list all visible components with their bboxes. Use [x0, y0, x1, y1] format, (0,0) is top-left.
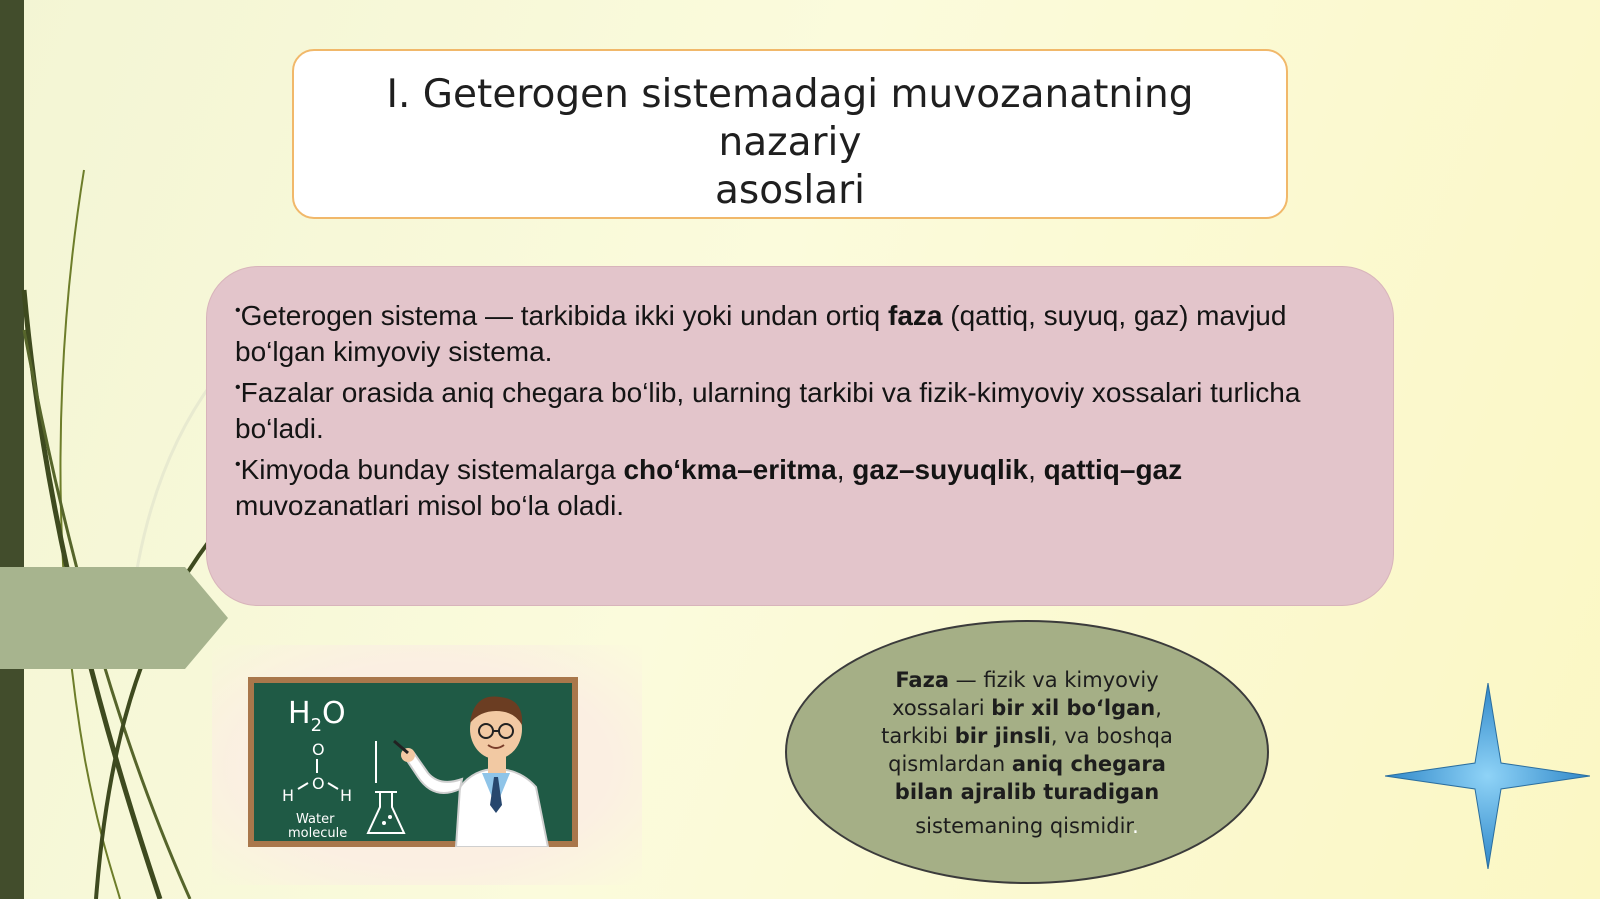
star-icon [1385, 683, 1590, 869]
chalkboard [248, 677, 578, 847]
caption-water: Water [296, 812, 335, 827]
bullet-item: •Geterogen sistema — tarkibida ikki yoki undan ortiq faza (qattiq, suyuq, gaz) mavjud bo‘lgan kimyoviy sistema. [235, 300, 1287, 367]
arrow-tab-shape [0, 567, 230, 669]
bullet-item: •Kimyoda bunday sistemalarga cho‘kma–eritma, gaz–suyuqlik, qattiq–gaz muvozanatlari misol bo‘la oladi. [235, 454, 1183, 521]
teacher-illustration [212, 645, 642, 885]
bullet-item: •Fazalar orasida aniq chegara bo‘lib, ularning tarkibi va fizik-kimyoviy xossalari turlicha bo‘ladi. [235, 377, 1301, 444]
phase-line: Faza — fizik va kimyoviy [895, 668, 1159, 692]
atom-h-right: H [340, 786, 353, 805]
phase-line: tarkibi bir jinsli, va boshqa [881, 724, 1173, 748]
atom-h-left: H [282, 786, 295, 805]
phase-line: bilan ajralib turadigan [894, 780, 1160, 804]
title-line-1: I. Geterogen sistemadagi muvozanatning nazariy [386, 72, 1194, 165]
atom-o: O [312, 740, 325, 759]
caption-molecule: molecule [288, 826, 348, 841]
atom-o-center: O [312, 774, 325, 793]
phase-line: xossalari bir xil bo‘lgan, [892, 696, 1162, 720]
formula-text: $H_2O$ [288, 696, 346, 736]
title-line-2: asoslari [714, 168, 865, 213]
phase-line: sistemaning qismidir. [915, 814, 1139, 838]
slide-title [292, 49, 1288, 219]
phase-definition-oval [785, 620, 1269, 884]
phase-line: qismlardan aniq chegara [888, 752, 1166, 776]
definition-panel [206, 266, 1394, 606]
